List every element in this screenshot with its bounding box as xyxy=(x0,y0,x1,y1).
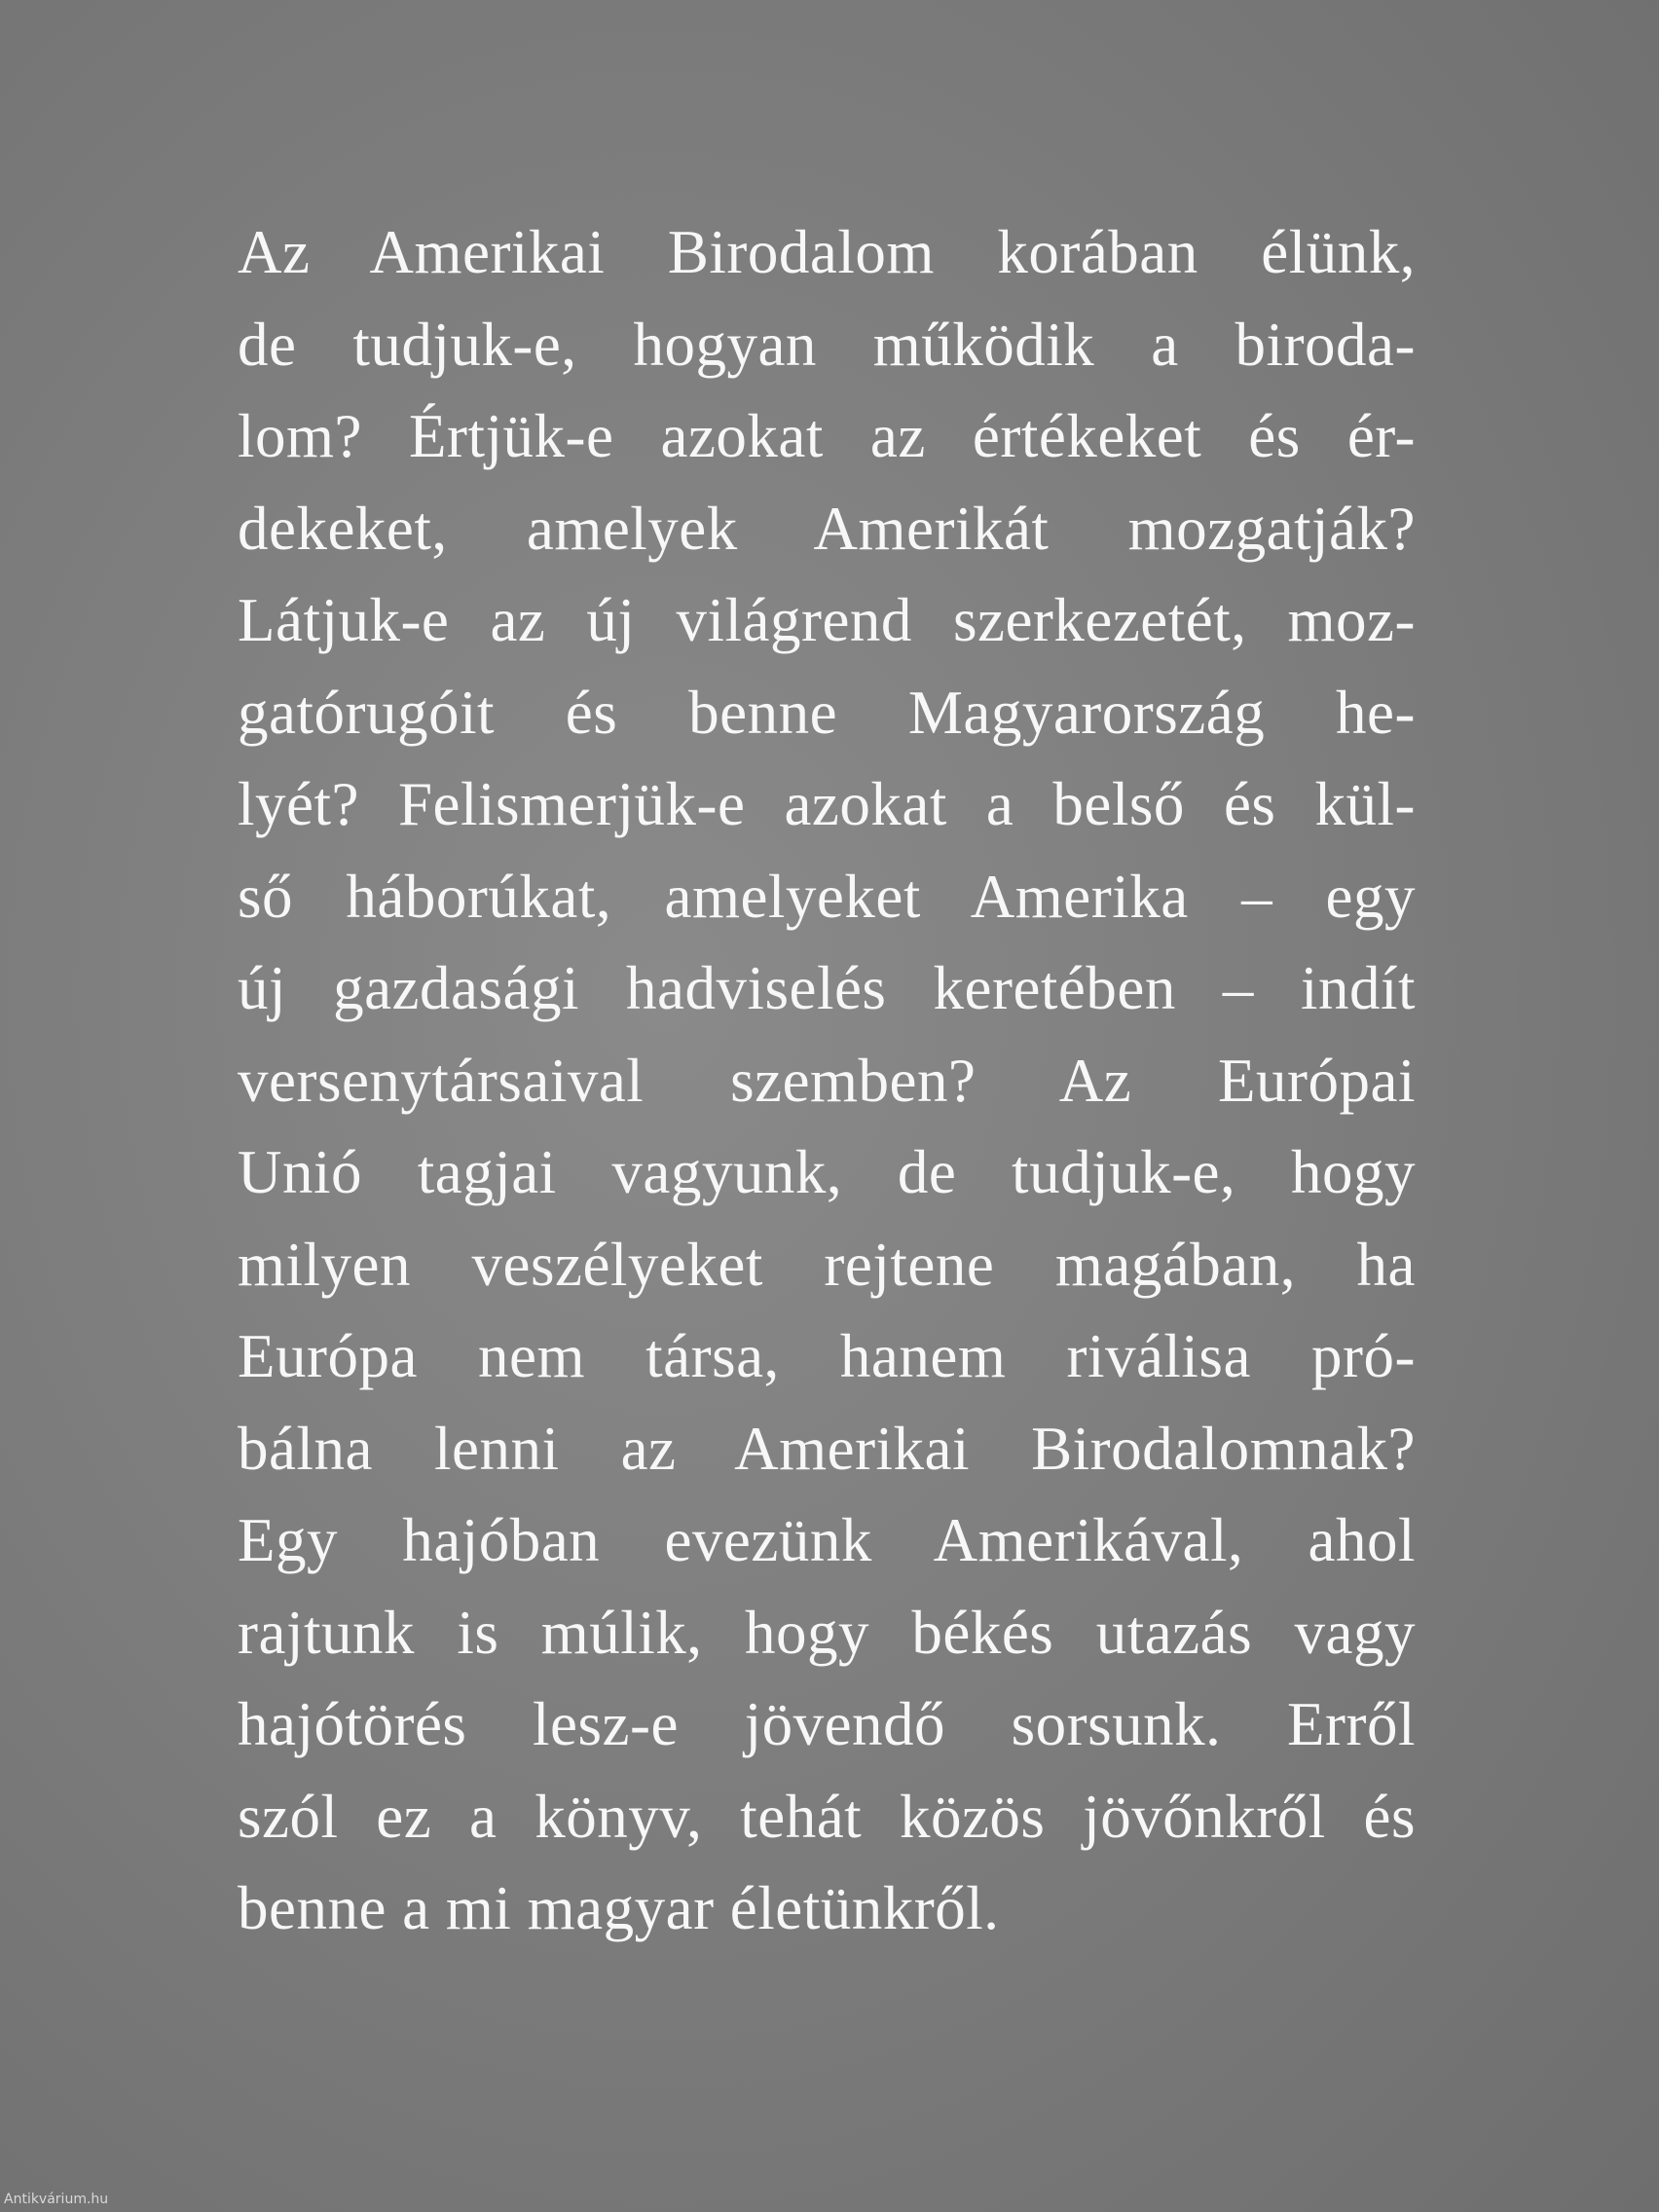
blurb-line: Látjuk-e az új világrend szerkezetét, moz- xyxy=(238,586,1416,654)
watermark: Antikvárium.hu xyxy=(4,2192,109,2207)
blurb-line: Az Amerikai Birodalom korában élünk, xyxy=(238,218,1416,286)
blurb-line: de tudjuk-e, hogyan működik a biroda- xyxy=(238,310,1416,379)
blurb-line-last: benne a mi magyar életünkről. xyxy=(238,1874,1000,1942)
back-cover-blurb xyxy=(238,206,1416,1955)
blurb-line: lom? Értjük-e azokat az értékeket és ér- xyxy=(238,402,1416,470)
blurb-line: Európa nem társa, hanem riválisa pró- xyxy=(238,1322,1416,1390)
blurb-line: szól ez a könyv, tehát közös jövőnkről és xyxy=(238,1782,1416,1851)
blurb-line: Unió tagjai vagyunk, de tudjuk-e, hogy xyxy=(238,1138,1416,1206)
blurb-line: hajótörés lesz-e jövendő sorsunk. Erről xyxy=(238,1690,1416,1758)
blurb-line: rajtunk is múlik, hogy békés utazás vagy xyxy=(238,1598,1416,1667)
blurb-line: Egy hajóban evezünk Amerikával, ahol xyxy=(238,1506,1416,1574)
blurb-line: dekeket, amelyek Amerikát mozgatják? xyxy=(238,494,1416,563)
blurb-line: gatórugóit és benne Magyarország he- xyxy=(238,678,1416,747)
blurb-line: lyét? Felismerjük-e azokat a belső és kül- xyxy=(238,770,1416,838)
blurb-line: versenytársaival szemben? Az Európai xyxy=(238,1046,1416,1115)
blurb-line: milyen veszélyeket rejtene magában, ha xyxy=(238,1230,1416,1299)
blurb-line: bálna lenni az Amerikai Birodalomnak? xyxy=(238,1414,1416,1483)
blurb-line: új gazdasági hadviselés keretében – indít xyxy=(238,954,1416,1022)
blurb-line: ső háborúkat, amelyeket Amerika – egy xyxy=(238,862,1416,931)
